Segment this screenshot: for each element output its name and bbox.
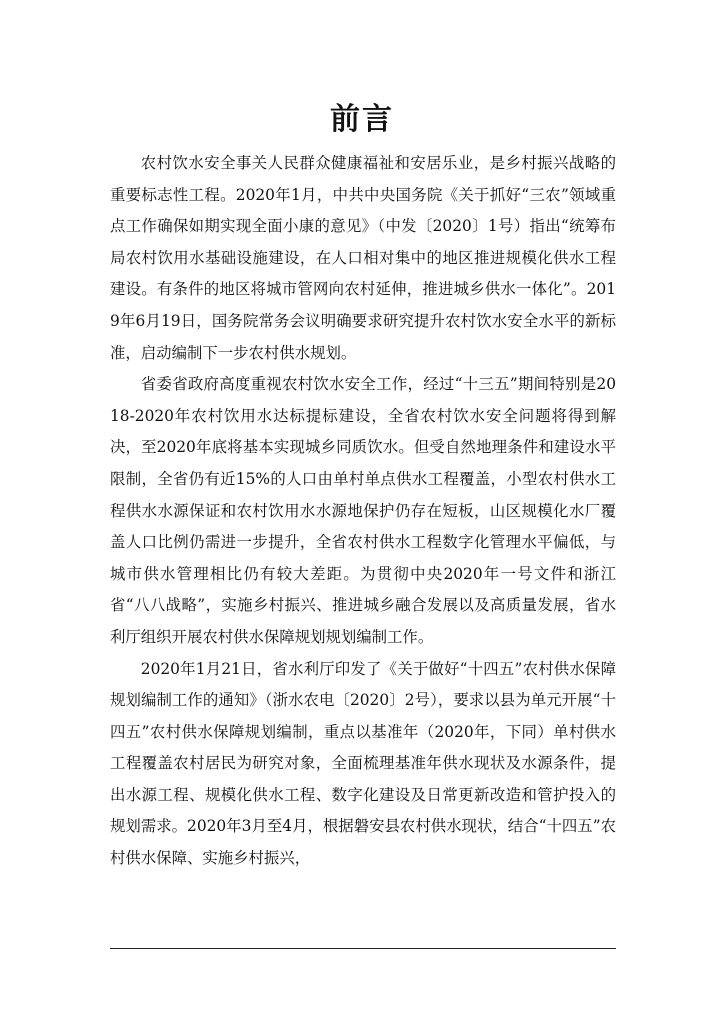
paragraph-3: 2020年1月21日，省水利厅印发了《关于做好“十四五”农村供水保障规划编制工作的通知》（浙水农电〔2020〕2号），要求以县为单元开展“十四五”农村供水保障规划编制，重点以基准年（2020年，下同）单村供水工程覆盖农村居民为研究对象，全面梳理基准年供水现状及水源条件，提出水源工程、规模化供水工程、数字化建设及日常更新改造和管护投入的规划需求。2020年3月至4月，根据磐安县农村供水现状，结合“十四五”农村供水保障、实施乡村振兴，: [110, 659, 616, 868]
page-title: 前言: [330, 102, 394, 137]
footer-rule: [110, 948, 616, 949]
paragraph-2: 省委省政府高度重视农村饮水安全工作，经过“十三五”期间特别是2018-2020年农村饮用水达标提标建设，全省农村饮水安全问题将得到解决，至2020年底将基本实现城乡同质饮水。但受自然地理条件和建设水平限制，全省仍有近15%的人口由单村单点供水工程覆盖，小型农村供水工程供水水源保证和农村饮用水水源地保护仍存在短板，山区规模化水厂覆盖人口比例仍需进一步提升，全省农村供水工程数字化管理水平偏低，与城市供水管理相比仍有较大差距。为贯彻中央2020年一号文件和浙江省“八八战略”，实施乡村振兴、推进城乡融合发展以及高质量发展，省水利厅组织开展农村供水保障规划规划编制工作。: [110, 375, 616, 646]
paragraph-1: 农村饮水安全事关人民群众健康福祉和安居乐业，是乡村振兴战略的重要标志性工程。2020年1月，中共中央国务院《关于抓好“三农”领域重点工作确保如期实现全面小康的意见》（中发〔2020〕1号）指出“统筹布局农村饮用水基础设施建设，在人口相对集中的地区推进规模化供水工程建设。有条件的地区将城市管网向农村延伸，推进城乡供水一体化”。2019年6月19日，国务院常务会议明确要求研究提升农村饮水安全水平的新标准，启动编制下一步农村供水规划。: [110, 154, 616, 362]
body-text: [110, 148, 616, 875]
